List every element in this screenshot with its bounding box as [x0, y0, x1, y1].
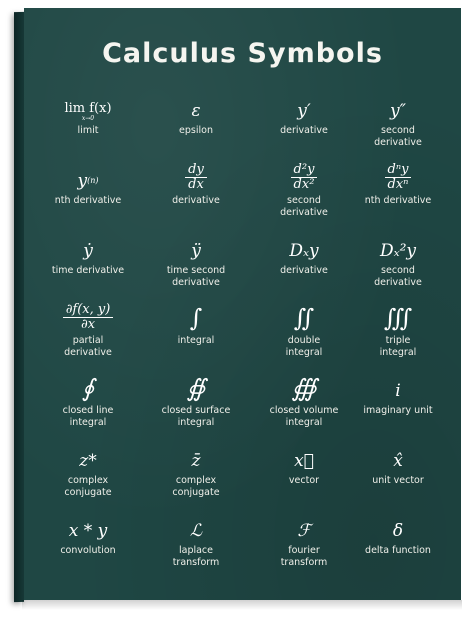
symbol: z*: [79, 451, 97, 471]
symbol-card-closed-volume-integral: [250, 372, 358, 442]
symbol-label: unit vector: [372, 475, 424, 486]
canvas-print: [24, 8, 461, 600]
symbol-label: integral: [177, 335, 215, 346]
symbol-label: triple integral: [379, 335, 417, 358]
symbol-label: partial derivative: [64, 335, 112, 358]
symbol-label: fourier transform: [280, 545, 328, 568]
limit-subscript: x→0: [81, 115, 95, 122]
symbol: z̄: [191, 451, 201, 471]
symbol-card-double-integral: [250, 302, 358, 372]
symbol-card-partial-derivative: [34, 302, 142, 372]
denominator: dx²: [293, 177, 315, 192]
symbol-card-time-second-derivative: [142, 232, 250, 302]
symbol-card-dx-derivative: [250, 232, 358, 302]
symbol-card-closed-line-integral: [34, 372, 142, 442]
symbol-label: imaginary unit: [363, 405, 433, 416]
denominator: dxⁿ: [387, 177, 409, 192]
canvas-shadow: [22, 600, 462, 610]
symbol-label: closed volume integral: [269, 405, 339, 428]
numerator: ∂f(x, y): [63, 303, 114, 318]
symbol-label: nth derivative: [54, 195, 122, 206]
symbol-label: vector: [288, 475, 320, 486]
symbol-card-limit: [34, 92, 142, 162]
symbol: δ: [392, 521, 404, 541]
symbol-superscript: (n): [87, 176, 99, 185]
fraction: [63, 303, 114, 332]
symbol-label: nth derivative: [364, 195, 432, 206]
symbol-card-dx2-derivative: [344, 232, 452, 302]
symbol-label: complex conjugate: [172, 475, 220, 498]
symbol-label: closed surface integral: [161, 405, 231, 428]
limit-symbol: [64, 102, 111, 122]
symbol: ε: [191, 101, 201, 121]
symbol-label: laplace transform: [172, 545, 220, 568]
symbol-label: double integral: [285, 335, 323, 358]
symbol-grid: [24, 92, 461, 582]
symbol-label: convolution: [60, 545, 116, 556]
symbol-card-second-derivative-prime: [344, 92, 452, 162]
symbol-card-closed-surface-integral: [142, 372, 250, 442]
symbol-card-dnydxn: [344, 162, 452, 232]
symbol: ∯: [186, 374, 206, 402]
symbol-card-epsilon: [142, 92, 250, 162]
symbol-label: limit: [77, 125, 99, 136]
symbol-card-fourier-transform: [250, 512, 358, 582]
fraction: [385, 163, 412, 192]
numerator: d²y: [291, 163, 318, 178]
symbol-label: derivative: [280, 265, 328, 276]
poster-title: Calculus Symbols: [102, 38, 383, 69]
symbol-card-vector: [250, 442, 358, 512]
symbol: Dₓy: [289, 241, 319, 261]
symbol: y″: [390, 101, 406, 121]
symbol-card-time-derivative: [34, 232, 142, 302]
symbol: [142, 162, 250, 192]
symbol-card-triple-integral: [344, 302, 452, 372]
symbol: ∭: [383, 304, 413, 332]
symbol: ∮: [81, 374, 95, 402]
symbol: ∫: [189, 304, 203, 332]
symbol-label: derivative: [280, 125, 328, 136]
symbol-card-derivative-prime: [250, 92, 358, 162]
symbol: ℱ: [297, 521, 311, 541]
symbol: [34, 92, 142, 122]
symbol: x⃗: [294, 451, 314, 471]
numerator: dy: [185, 163, 207, 178]
symbol: [250, 162, 358, 192]
symbol-label: epsilon: [179, 125, 213, 136]
symbol-card-d2ydx2: [250, 162, 358, 232]
symbol-label: time second derivative: [166, 265, 226, 288]
symbol-label: delta function: [365, 545, 431, 556]
symbol-card-complex-conjugate-star: [34, 442, 142, 512]
symbol-card-complex-conjugate-bar: [142, 442, 250, 512]
denominator: dx: [188, 177, 204, 192]
symbol: x * y: [68, 521, 108, 541]
symbol-card-imaginary-unit: [344, 372, 452, 442]
symbol-label: time derivative: [51, 265, 125, 276]
symbol-label: complex conjugate: [64, 475, 112, 498]
symbol-card-laplace-transform: [142, 512, 250, 582]
symbol: i: [395, 381, 401, 401]
symbol: [34, 162, 142, 192]
symbol-label: derivative: [172, 195, 220, 206]
fraction: [291, 163, 318, 192]
symbol: Dₓ²y: [379, 241, 417, 261]
fraction: [185, 163, 207, 192]
symbol: ẏ: [83, 241, 93, 261]
symbol-label: second derivative: [374, 125, 422, 148]
symbol: ℒ: [189, 521, 203, 541]
symbol: x̂: [393, 451, 403, 471]
symbol: ∬: [293, 304, 315, 332]
symbol-label: second derivative: [280, 195, 328, 218]
symbol-label: closed line integral: [62, 405, 114, 428]
symbol-base: y: [77, 171, 88, 191]
denominator: ∂x: [80, 317, 96, 332]
canvas-side-edge: [14, 12, 24, 602]
symbol-card-integral: [142, 302, 250, 372]
symbol: [34, 302, 142, 332]
symbol-card-convolution: [34, 512, 142, 582]
symbol: [344, 162, 452, 192]
symbol-card-nth-derivative: [34, 162, 142, 232]
symbol-card-delta-function: [344, 512, 452, 582]
numerator: dⁿy: [385, 163, 412, 178]
symbol: ∰: [291, 374, 317, 402]
symbol-card-dydx: [142, 162, 250, 232]
symbol: y′: [297, 101, 311, 121]
limit-expression: lim f(x): [64, 101, 112, 116]
symbol-label: second derivative: [374, 265, 422, 288]
symbol-card-unit-vector: [344, 442, 452, 512]
symbol: ÿ: [191, 241, 201, 261]
